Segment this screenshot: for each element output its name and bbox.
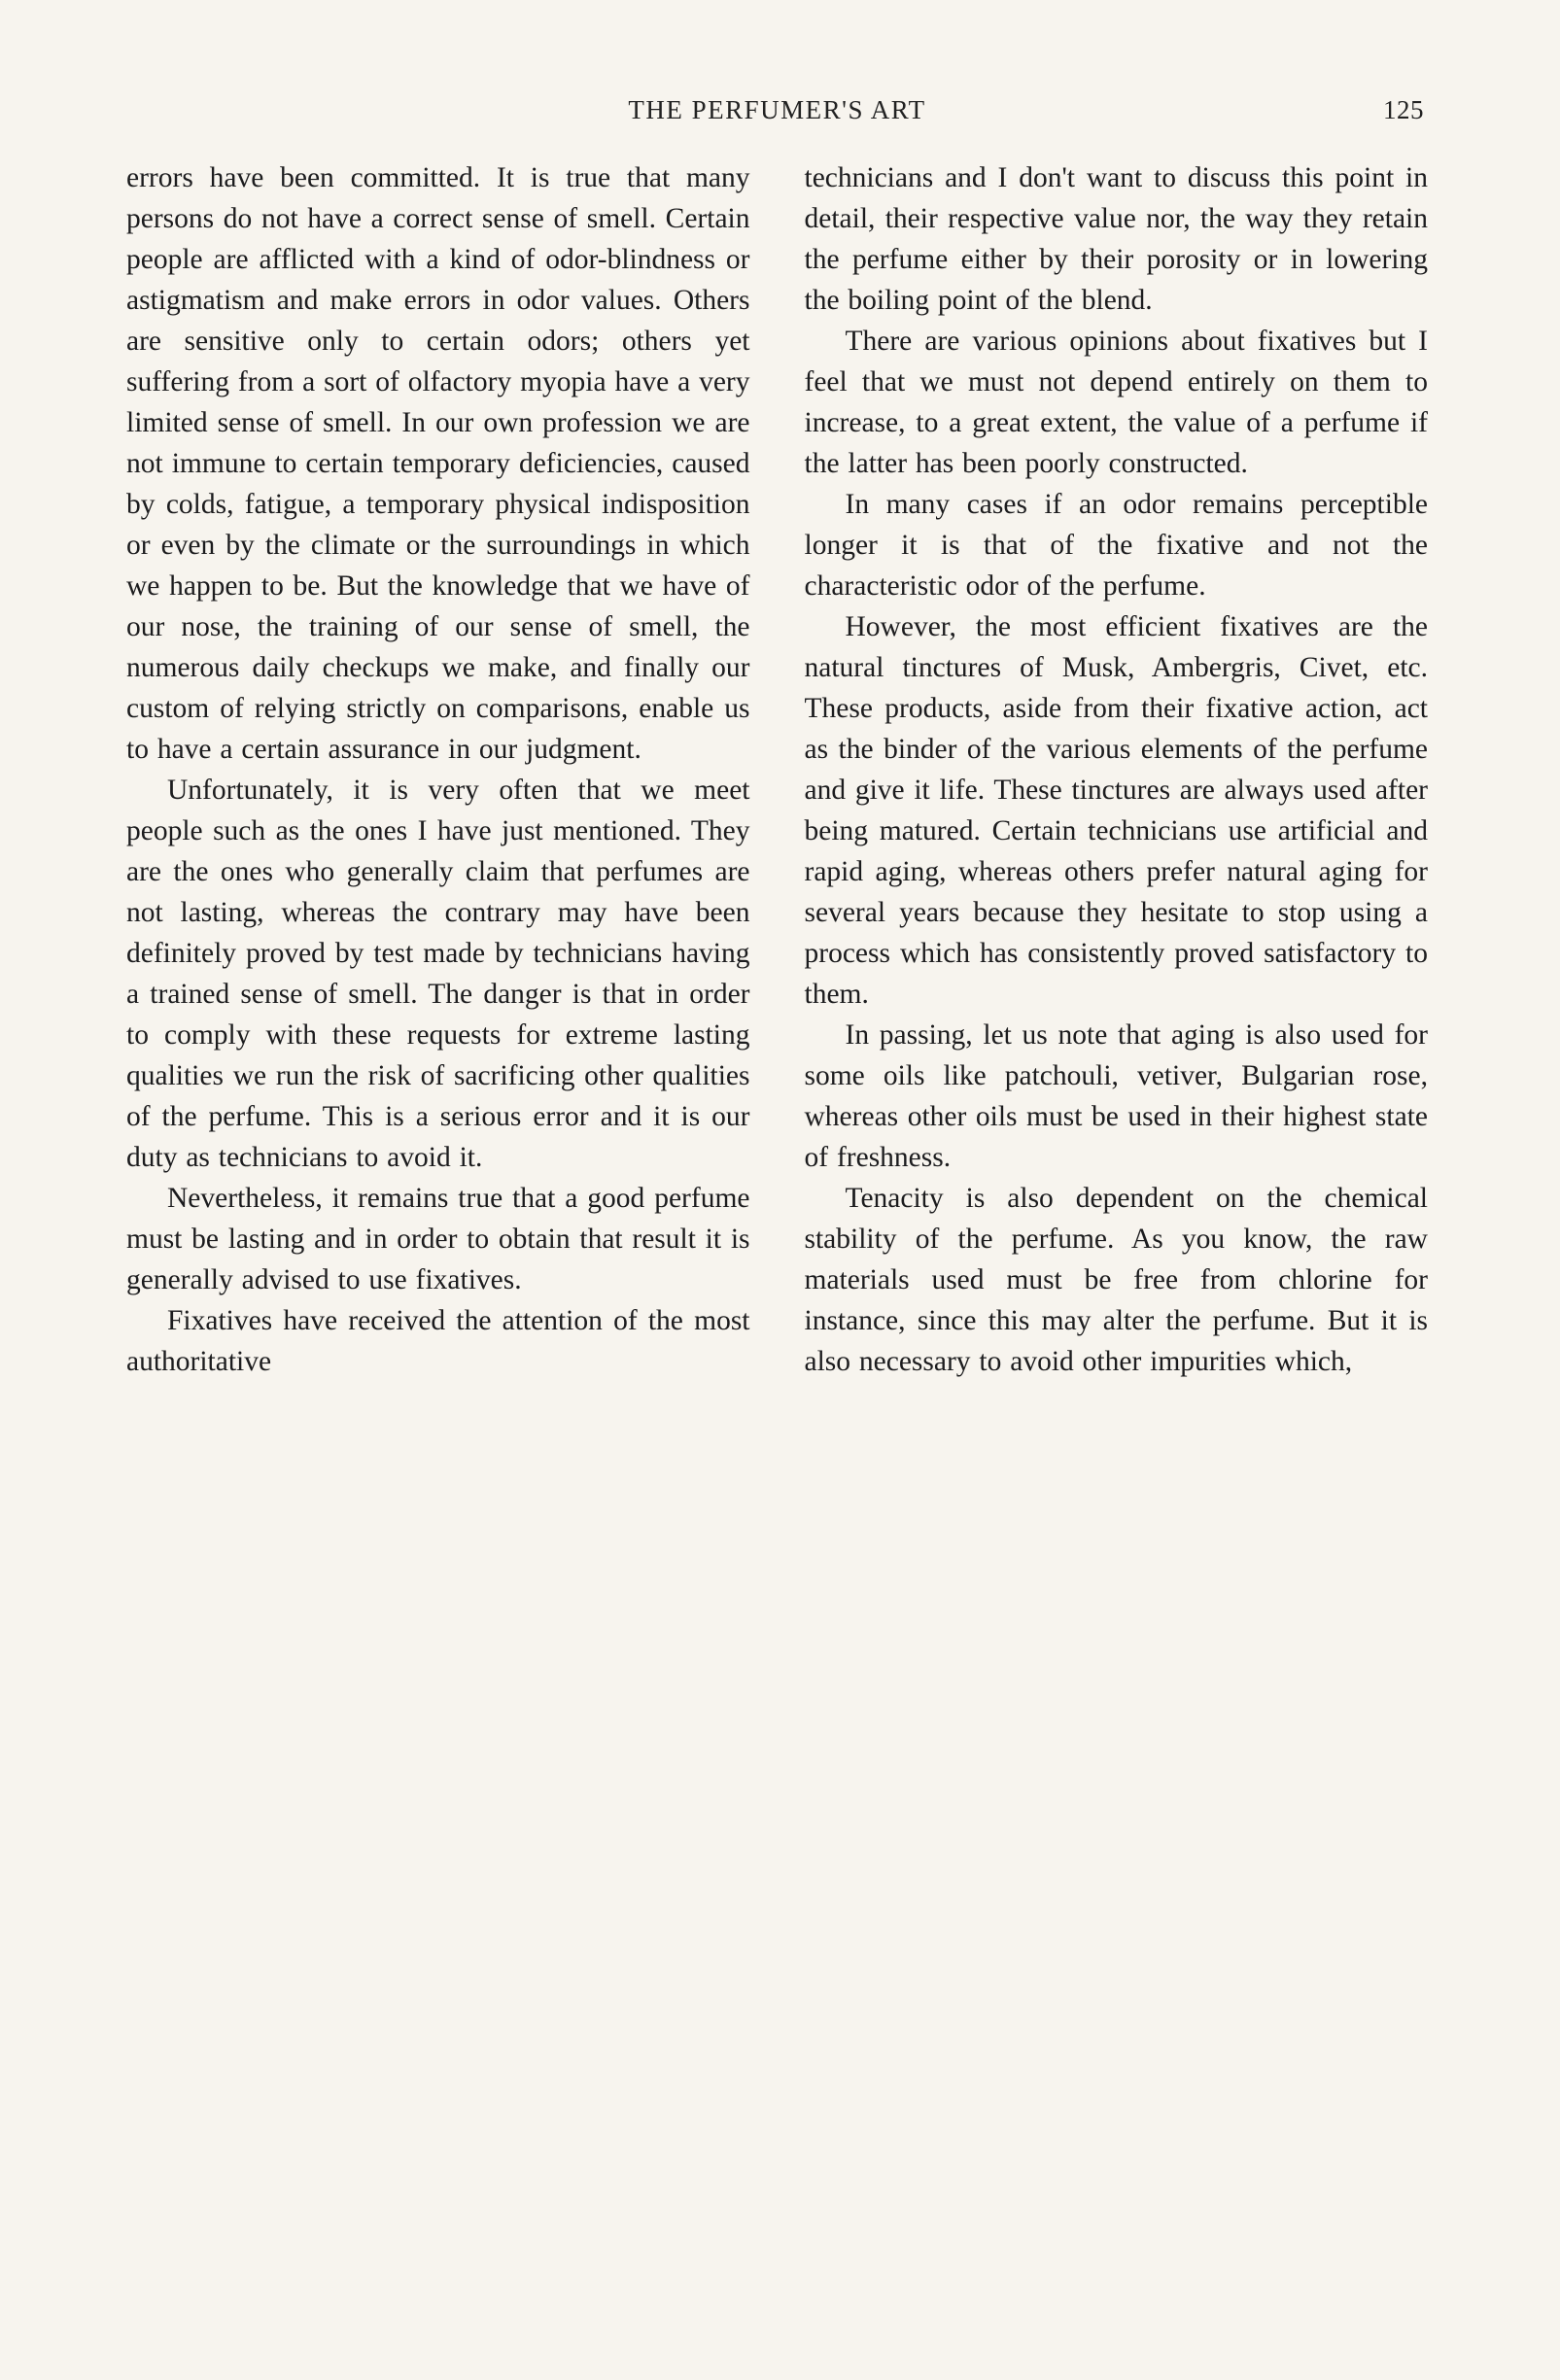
paragraph: technicians and I don't want to discuss this point in detail, their respective value nor, the way they retain the perfume either by their porosity or in lowering the boiling point of the blend.	[804, 162, 1428, 316]
paragraph: errors have been committed. It is true that many persons do not have a correct sense of smell. Certain people are afflicted with a kind of odor-blindness or astigmatism and make errors in odor values. Others are sensitive only to certain odors; others yet suffering from a sort of olfactory myopia have a very limited sense of smell. In our own profession we are not immune to certain temporary deficiencies, caused by colds, fatigue, a temporary physical indisposition or even by the climate or the surroundings in which we happen to be. But the knowledge that we have of our nose, the training of our sense of smell, the numerous daily checkups we make, and finally our custom of relying strictly on comparisons, enable us to have a certain assurance in our judgment.	[126, 162, 750, 765]
page-title: THE PERFUMER'S ART	[628, 95, 926, 124]
paragraph: In many cases if an odor remains perceptible longer it is that of the fixative and not the characteristic odor of the perfume.	[804, 489, 1428, 602]
left-column	[126, 157, 750, 1382]
paragraph: In passing, let us note that aging is also used for some oils like patchouli, vetiver, Bulgarian rose, whereas other oils must be used in their highest state of freshness.	[804, 1019, 1428, 1173]
paragraph: Fixatives have received the attention of the most authoritative	[126, 1305, 750, 1377]
page-number: 125	[1383, 95, 1424, 124]
paragraph: Tenacity is also dependent on the chemical stability of the perfume. As you know, the raw materials used must be free from chlorine for instance, since this may alter the perfume. But it is also necessary to avoid other impurities which,	[804, 1183, 1428, 1377]
right-column	[805, 157, 1429, 1382]
paragraph: There are various opinions about fixatives but I feel that we must not depend entirely on them to increase, to a great extent, the value of a perfume if the latter has been poorly constructed.	[804, 326, 1428, 479]
paragraph: Nevertheless, it remains true that a good perfume must be lasting and in order to obtain that result it is generally advised to use fixatives.	[126, 1183, 750, 1295]
text-columns	[126, 157, 1428, 1382]
page-header	[126, 95, 1428, 134]
paragraph: Unfortunately, it is very often that we meet people such as the ones I have just mentioned. They are the ones who generally claim that perfumes are not lasting, whereas the contrary may have been definitely proved by test made by technicians having a trained sense of smell. The danger is that in order to comply with these requests for extreme lasting qualities we run the risk of sacrificing other qualities of the perfume. This is a serious error and it is our duty as technicians to avoid it.	[126, 775, 750, 1173]
paragraph: However, the most efficient fixatives are the natural tinctures of Musk, Ambergris, Civet, etc. These products, aside from their fixative action, act as the binder of the various elements of the perfume and give it life. These tinctures are always used after being matured. Certain technicians use artificial and rapid aging, whereas others prefer natural aging for several years because they hesitate to stop using a process which has consistently proved satisfactory to them.	[804, 611, 1428, 1010]
